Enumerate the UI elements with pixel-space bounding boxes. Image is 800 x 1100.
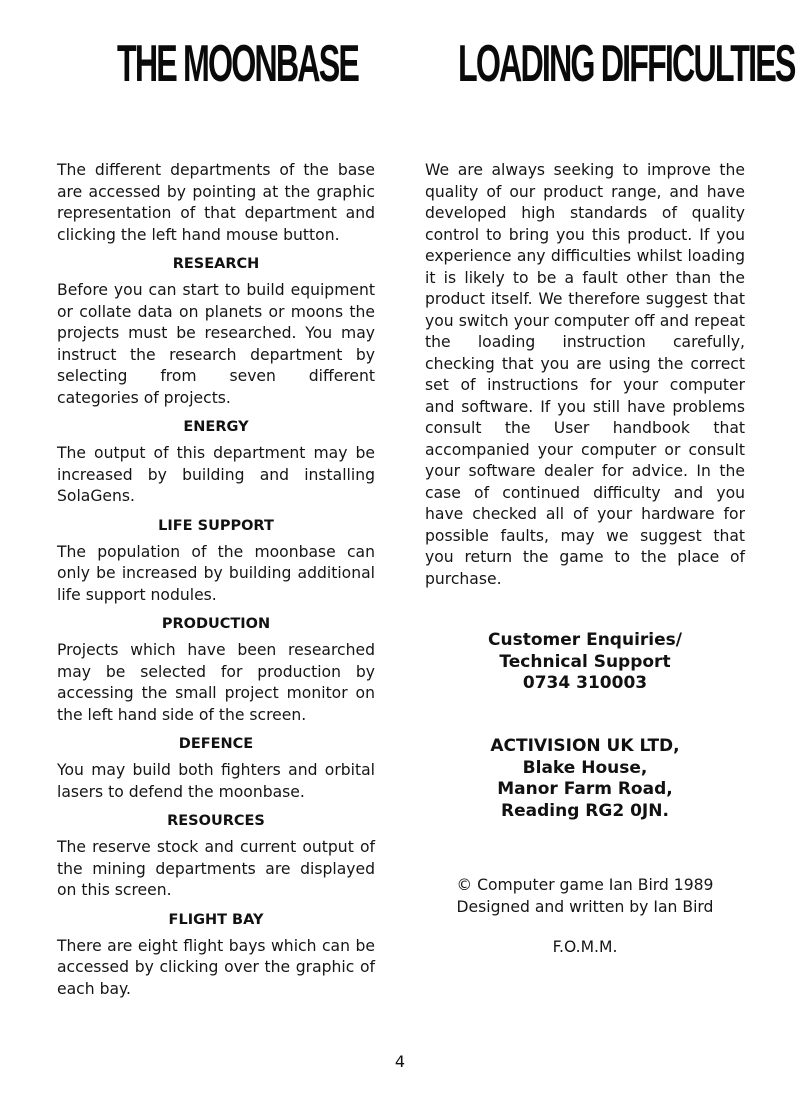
copyright-line: © Computer game Ian Bird 1989 — [456, 876, 714, 894]
credits — [425, 875, 745, 918]
section-title: ENERGY — [183, 419, 249, 435]
moonbase-column — [57, 160, 375, 1000]
section-title: LIFE SUPPORT — [158, 517, 274, 534]
moonbase-heading: THE MOONBASE — [117, 35, 358, 93]
page-number: 4 — [394, 1052, 406, 1071]
fomm-label: F.O.M.M. — [552, 938, 618, 956]
moonbase-intro: The different departments of the base are accessed by pointing at the graphic representation of that department and clicking the left hand mouse button. — [57, 161, 375, 244]
section-energy — [57, 417, 375, 508]
phone-number: 0734 310003 — [522, 673, 648, 693]
section-text: You may build both fighters and orbital lasers to defend the moonbase. — [57, 761, 375, 801]
section-flight-bay — [57, 910, 375, 1001]
section-text: Projects which have been researched may be selected for production by accessing the small project monitor on the left hand side of the screen. — [57, 641, 375, 724]
section-text: The reserve stock and current output of the mining departments are displayed on this screen. — [57, 838, 375, 899]
section-research — [57, 254, 375, 409]
customer-enquiries — [425, 630, 745, 695]
author-line: Designed and written by Ian Bird — [456, 897, 714, 916]
section-title: FLIGHT BAY — [168, 911, 264, 928]
enquiries-line: Technical Support — [499, 651, 671, 672]
section-life-support — [57, 516, 375, 607]
section-title: RESOURCES — [167, 813, 265, 829]
section-production — [57, 614, 375, 726]
address-line: Blake House, — [522, 757, 648, 778]
section-title: RESEARCH — [172, 256, 260, 272]
section-resources — [57, 811, 375, 902]
section-title: DEFENCE — [178, 736, 254, 752]
address-line: Reading RG2 0JN. — [501, 800, 669, 821]
section-text: The output of this department may be increased by building and installing SolaGens. — [57, 444, 375, 505]
address-line: Manor Farm Road, — [497, 779, 673, 799]
address-line: ACTIVISION UK LTD, — [490, 736, 680, 756]
section-text: Before you can start to build equipment or collate data on planets or moons the projects must be researched. You may instruct the research department by selecting from seven different categories of projects. — [57, 281, 375, 407]
section-defence — [57, 734, 375, 803]
loading-column — [425, 160, 745, 590]
enquiries-line: Customer Enquiries/ — [488, 630, 682, 650]
loading-text: We are always seeking to improve the quality of our product range, and have developed high standards of quality control to bring you this product. If you experience any difficulties whilst loading it is likely to be a fault other than the product itself. We therefore suggest that you switch your computer off and repeat the loading instruction carefully, checking that you are using the correct set of instructions for your computer and software. If you still have problems consult the User handbook that accompanied your computer or consult your software dealer for advice. In the case of continued difficulty and you have checked all of your hardware for possible faults, may we suggest that you return the game to the place of purchase. — [425, 161, 745, 588]
section-title: PRODUCTION — [161, 616, 271, 632]
section-text: The population of the moonbase can only be increased by building additional life support nodules. — [57, 542, 375, 604]
loading-difficulties-heading: LOADING DIFFICULTIES — [458, 35, 795, 93]
company-address — [425, 736, 745, 822]
section-text: There are eight flight bays which can be accessed by clicking over the graphic of each bay. — [57, 936, 375, 998]
